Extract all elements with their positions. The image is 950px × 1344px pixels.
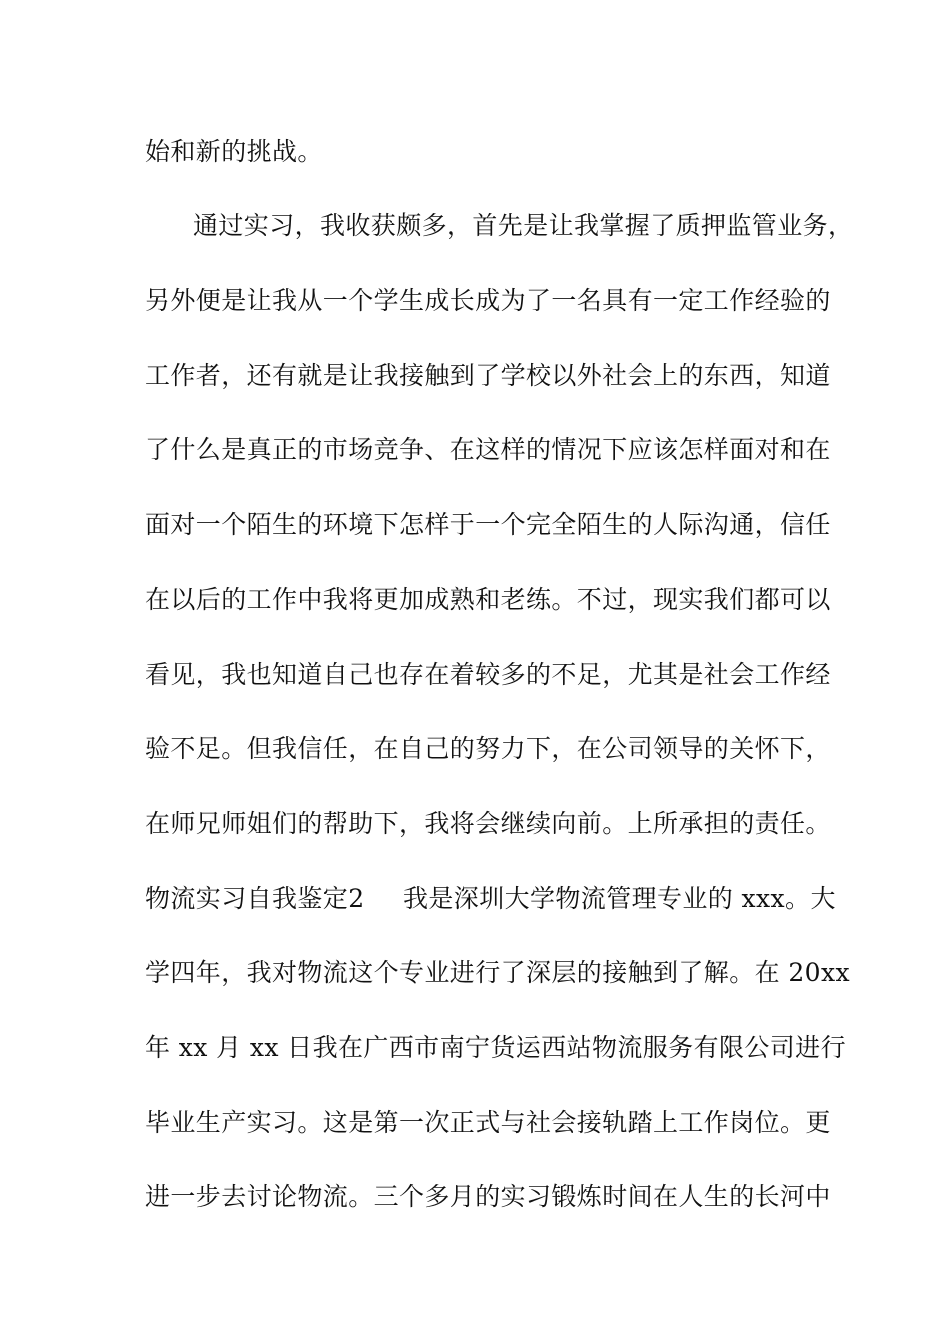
paragraph-line: 另外便是让我从一个学生成长成为了一名具有一定工作经验的 bbox=[145, 286, 831, 315]
paragraph-line: 工作者，还有就是让我接触到了学校以外社会上的东西，知道 bbox=[145, 361, 831, 390]
paragraph-line: 在以后的工作中我将更加成熟和老练。不过，现实我们都可以 bbox=[145, 585, 831, 614]
paragraph-line: 始和新的挑战。 bbox=[145, 137, 323, 166]
paragraph-line: 我是深圳大学物流管理专业的 xxx。大 bbox=[403, 884, 836, 913]
paragraph-line: 进一步去讨论物流。三个多月的实习锻炼时间在人生的长河中 bbox=[145, 1182, 831, 1211]
section-heading: 物流实习自我鉴定2 bbox=[145, 884, 365, 913]
paragraph-line: 面对一个陌生的环境下怎样于一个完全陌生的人际沟通，信任 bbox=[145, 510, 831, 539]
paragraph-line: 了什么是真正的市场竞争、在这样的情况下应该怎样面对和在 bbox=[145, 435, 831, 464]
paragraph-line: 验不足。但我信任，在自己的努力下，在公司领导的关怀下， bbox=[145, 734, 831, 763]
paragraph-line: 通过实习，我收获颇多，首先是让我掌握了质押监管业务， bbox=[193, 211, 854, 240]
paragraph-line: 看见，我也知道自己也存在着较多的不足，尤其是社会工作经 bbox=[145, 660, 831, 689]
paragraph-line: 年 xx 月 xx 日我在广西市南宁货运西站物流服务有限公司进行 bbox=[145, 1033, 846, 1062]
paragraph-line: 毕业生产实习。这是第一次正式与社会接轨踏上工作岗位。更 bbox=[145, 1108, 831, 1137]
paragraph-line: 学四年，我对物流这个专业进行了深层的接触到了解。在 20xx bbox=[145, 958, 850, 987]
paragraph-line: 在师兄师姐们的帮助下，我将会继续向前。上所承担的责任。 bbox=[145, 809, 831, 838]
